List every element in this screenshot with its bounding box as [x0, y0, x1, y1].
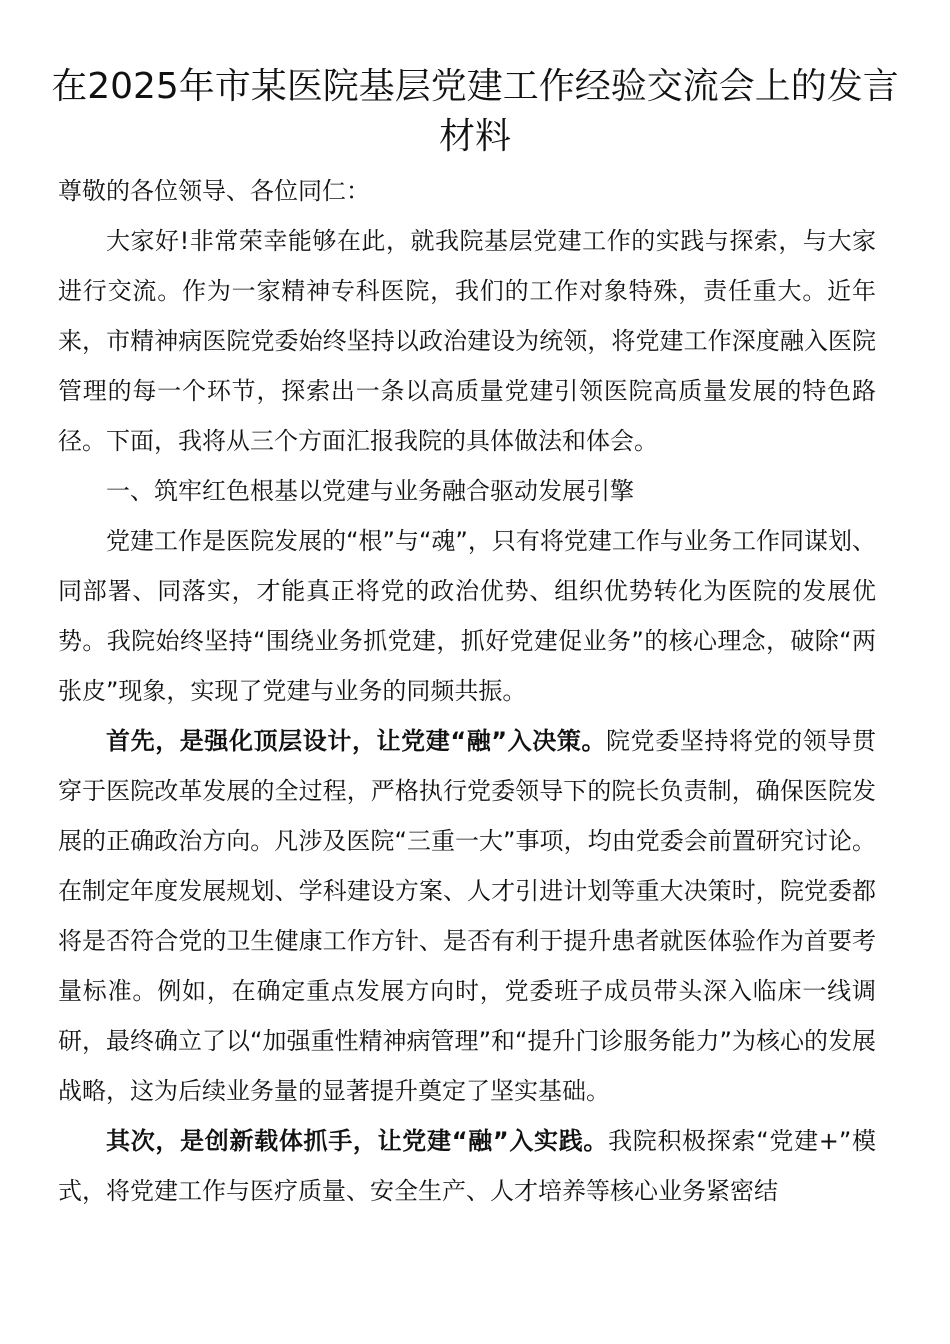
paragraph-first-point	[58, 716, 876, 1116]
document-title: 在2025年市某医院基层党建工作经验交流会上的发言材料	[51, 66, 899, 157]
paragraph-section-1: 党建工作是医院发展的“根”与“魂”，只有将党建工作与业务工作同谋划、同部署、同落实，才能真正将党的政治优势、组织优势转化为医院的发展优势。我院始终坚持“围绕业务抓党建，抓好党建促业务”的核心理念，破除“两张皮”现象，实现了党建与业务的同频共振。	[58, 527, 876, 705]
paragraph-intro: 大家好!非常荣幸能够在此，就我院基层党建工作的实践与探索，与大家进行交流。作为一家精神专科医院，我们的工作对象特殊，责任重大。近年来，市精神病医院党委始终坚持以政治建设为统领，将党建工作深度融入医院管理的每一个环节，探索出一条以高质量党建引领医院高质量发展的特色路径。下面，我将从三个方面汇报我院的具体做法和体会。	[58, 227, 876, 455]
salutation: 尊敬的各位领导、各位同仁：	[58, 177, 370, 205]
first-point-text: 院党委坚持将党的领导贯穿于医院改革发展的全过程，严格执行党委领导下的院长负责制，确保医院发展的正确政治方向。凡涉及医院“三重一大”事项，均由党委会前置研究讨论。在制定年度发展规划、学科建设方案、人才引进计划等重大决策时，院党委都将是否符合党的卫生健康工作方针、是否有利于提升患者就医体验作为首要考量标准。例如，在确定重点发展方向时，党委班子成员带头深入临床一线调研，最终确立了以“加强重性精神病管理”和“提升门诊服务能力”为核心的发展战略，这为后续业务量的显著提升奠定了坚实基础。	[58, 727, 876, 1105]
document-body	[58, 166, 876, 1216]
second-point-lead: 其次，是创新载体抓手，让党建“融”入实践。	[106, 1127, 609, 1155]
first-point-lead: 首先，是强化顶层设计，让党建“融”入决策。	[106, 727, 607, 755]
section-heading-1: 一、筑牢红色根基以党建与业务融合驱动发展引擎	[106, 477, 634, 505]
second-point-text: 我院积极探索“党建+”模式，将党建工作与医疗质量、安全生产、人才培养等核心业务紧密结	[58, 1127, 876, 1205]
paragraph-second-point	[58, 1116, 876, 1216]
